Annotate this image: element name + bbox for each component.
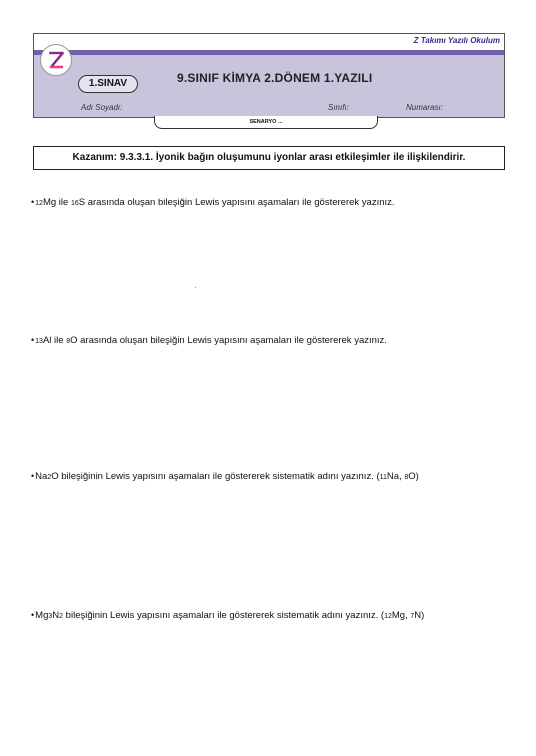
element-symbol: O	[408, 471, 416, 482]
learning-outcome: Kazanım: 9.3.3.1. İyonik bağın oluşumunu iyonlar arası etkileşimler ile ilişkilendirir.	[33, 146, 505, 170]
stray-mark	[195, 287, 196, 288]
question-text: arasında oluşan bileşiğin Lewis yapısını aşamaları ile göstererek yazınız.	[85, 197, 395, 208]
subscript: 3	[48, 613, 53, 620]
class-label: Sınıfı:	[328, 103, 349, 112]
brand-name: Z Takımı Yazılı Okulum	[413, 36, 500, 45]
atomic-number: 8	[66, 338, 71, 345]
question-text: ile	[51, 335, 67, 346]
atomic-number: 13	[35, 338, 43, 345]
element-symbol: Mg	[35, 610, 49, 621]
z-logo-icon	[40, 44, 72, 76]
exam-number-badge: 1.SINAV	[78, 75, 138, 93]
atomic-number: 11	[379, 474, 387, 481]
bullet-icon: •	[31, 471, 35, 481]
question-text: arasında oluşan bileşiğin Lewis yapısını aşamaları ile göstererek yazınız.	[77, 335, 387, 346]
atomic-number: 7	[410, 613, 415, 620]
scenario-tab: SENARYO ...	[154, 116, 378, 129]
exam-title: 9.SINIF KİMYA 2.DÖNEM 1.YAZILI	[177, 71, 373, 85]
question-1	[31, 197, 395, 208]
element-symbol: O	[70, 335, 78, 346]
question-text: bileşiğinin Lewis yapısını aşamaları ile göstererek sistematik adını yazınız. (	[58, 471, 380, 482]
question-2	[31, 335, 387, 346]
atomic-number: 12	[384, 613, 392, 620]
bullet-icon: •	[31, 335, 35, 345]
element-symbol: Na	[35, 471, 48, 482]
question-text: )	[415, 471, 419, 482]
element-symbol: Mg,	[391, 610, 411, 621]
element-symbol: S	[78, 197, 86, 208]
question-3	[31, 471, 419, 482]
question-text: bileşiğinin Lewis yapısını aşamaları ile göstererek sistematik adını yazınız. (	[63, 610, 385, 621]
header-top-strip	[34, 34, 504, 50]
element-symbol: N	[52, 610, 60, 621]
subscript: 2	[47, 474, 52, 481]
number-label: Numarası:	[406, 103, 443, 112]
element-symbol: Al	[42, 335, 52, 346]
atomic-number: 8	[404, 474, 409, 481]
atomic-number: 12	[35, 200, 43, 207]
header-band	[34, 50, 504, 55]
exam-header	[33, 33, 505, 118]
element-symbol: Mg	[42, 197, 57, 208]
bullet-icon: •	[31, 610, 35, 620]
question-text: )	[421, 610, 425, 621]
question-4	[31, 610, 424, 621]
atomic-number: 16	[70, 200, 79, 207]
student-name-label: Adı Soyadı:	[81, 103, 123, 112]
subscript: 2	[59, 613, 64, 620]
question-text: ile	[56, 197, 71, 208]
bullet-icon: •	[31, 197, 35, 207]
element-symbol: O	[51, 471, 59, 482]
element-symbol: N	[414, 610, 422, 621]
element-symbol: Na,	[386, 471, 405, 482]
z-logo-graphic	[43, 47, 69, 73]
